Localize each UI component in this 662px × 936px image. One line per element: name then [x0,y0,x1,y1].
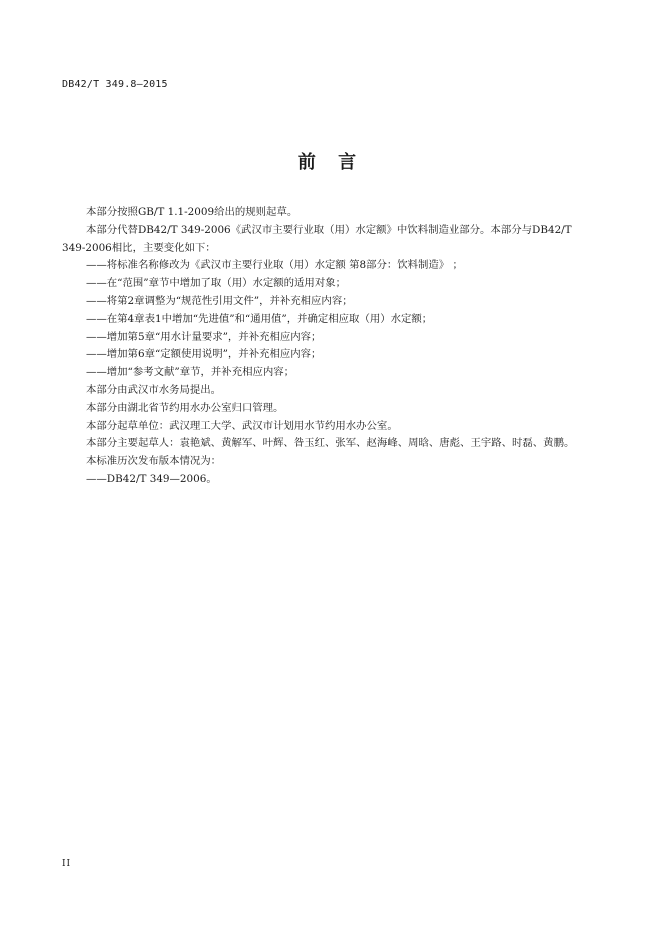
paragraph: 本部分按照GB/T 1.1-2009给出的规则起草。 [86,206,298,218]
page-number: II [62,859,72,869]
paragraph: 本部分由湖北省节约用水办公室归口管理。 [86,401,284,414]
list-item: ——在“范围”章节中增加了取（用）水定额的适用对象； [86,277,346,290]
paragraph: 本部分代替DB42/T 349-2006《武汉市主要行业取（用）水定额》中饮料制造业部分。本部分与DB42/T 349-2006相比，主要变化如下： [62,223,572,254]
document-code: DB42/T 349.8—2015 [62,79,168,90]
paragraph: 本部分起草单位：武汉理工大学、武汉市计划用水节约用水办公室。 [86,419,398,432]
list-item: ——在第4章表1中增加“先进值”和“通用值”，并确定相应取（用）水定额； [86,312,433,325]
list-item: ——DB42/T 349—2006。 [86,472,217,485]
paragraph: 本部分主要起草人：袁艳斌、黄解军、叶辉、昝玉红、张军、赵海峰、周晗、唐彪、王宇路、时磊、黄鹏。 [86,437,575,450]
list-item: ——将第2章调整为“规范性引用文件”，并补充相应内容； [86,294,353,307]
page-title: 前 言 [297,152,365,173]
paragraph: 本部分由武汉市水务局提出。 [86,383,222,396]
list-item: ——将标准名称修改为《武汉市主要行业取（用）水定额 第8部分：饮料制造》 ； [86,259,463,272]
list-item: ——增加第5章“用水计量要求”，并补充相应内容； [86,330,322,343]
paragraph: 本标准历次发布版本情况为： [86,455,222,468]
foreword-body [62,204,598,489]
list-item: ——增加第6章“定额使用说明”，并补充相应内容； [86,348,322,361]
list-item: ——增加“参考文献”章节，并补充相应内容； [86,366,295,379]
